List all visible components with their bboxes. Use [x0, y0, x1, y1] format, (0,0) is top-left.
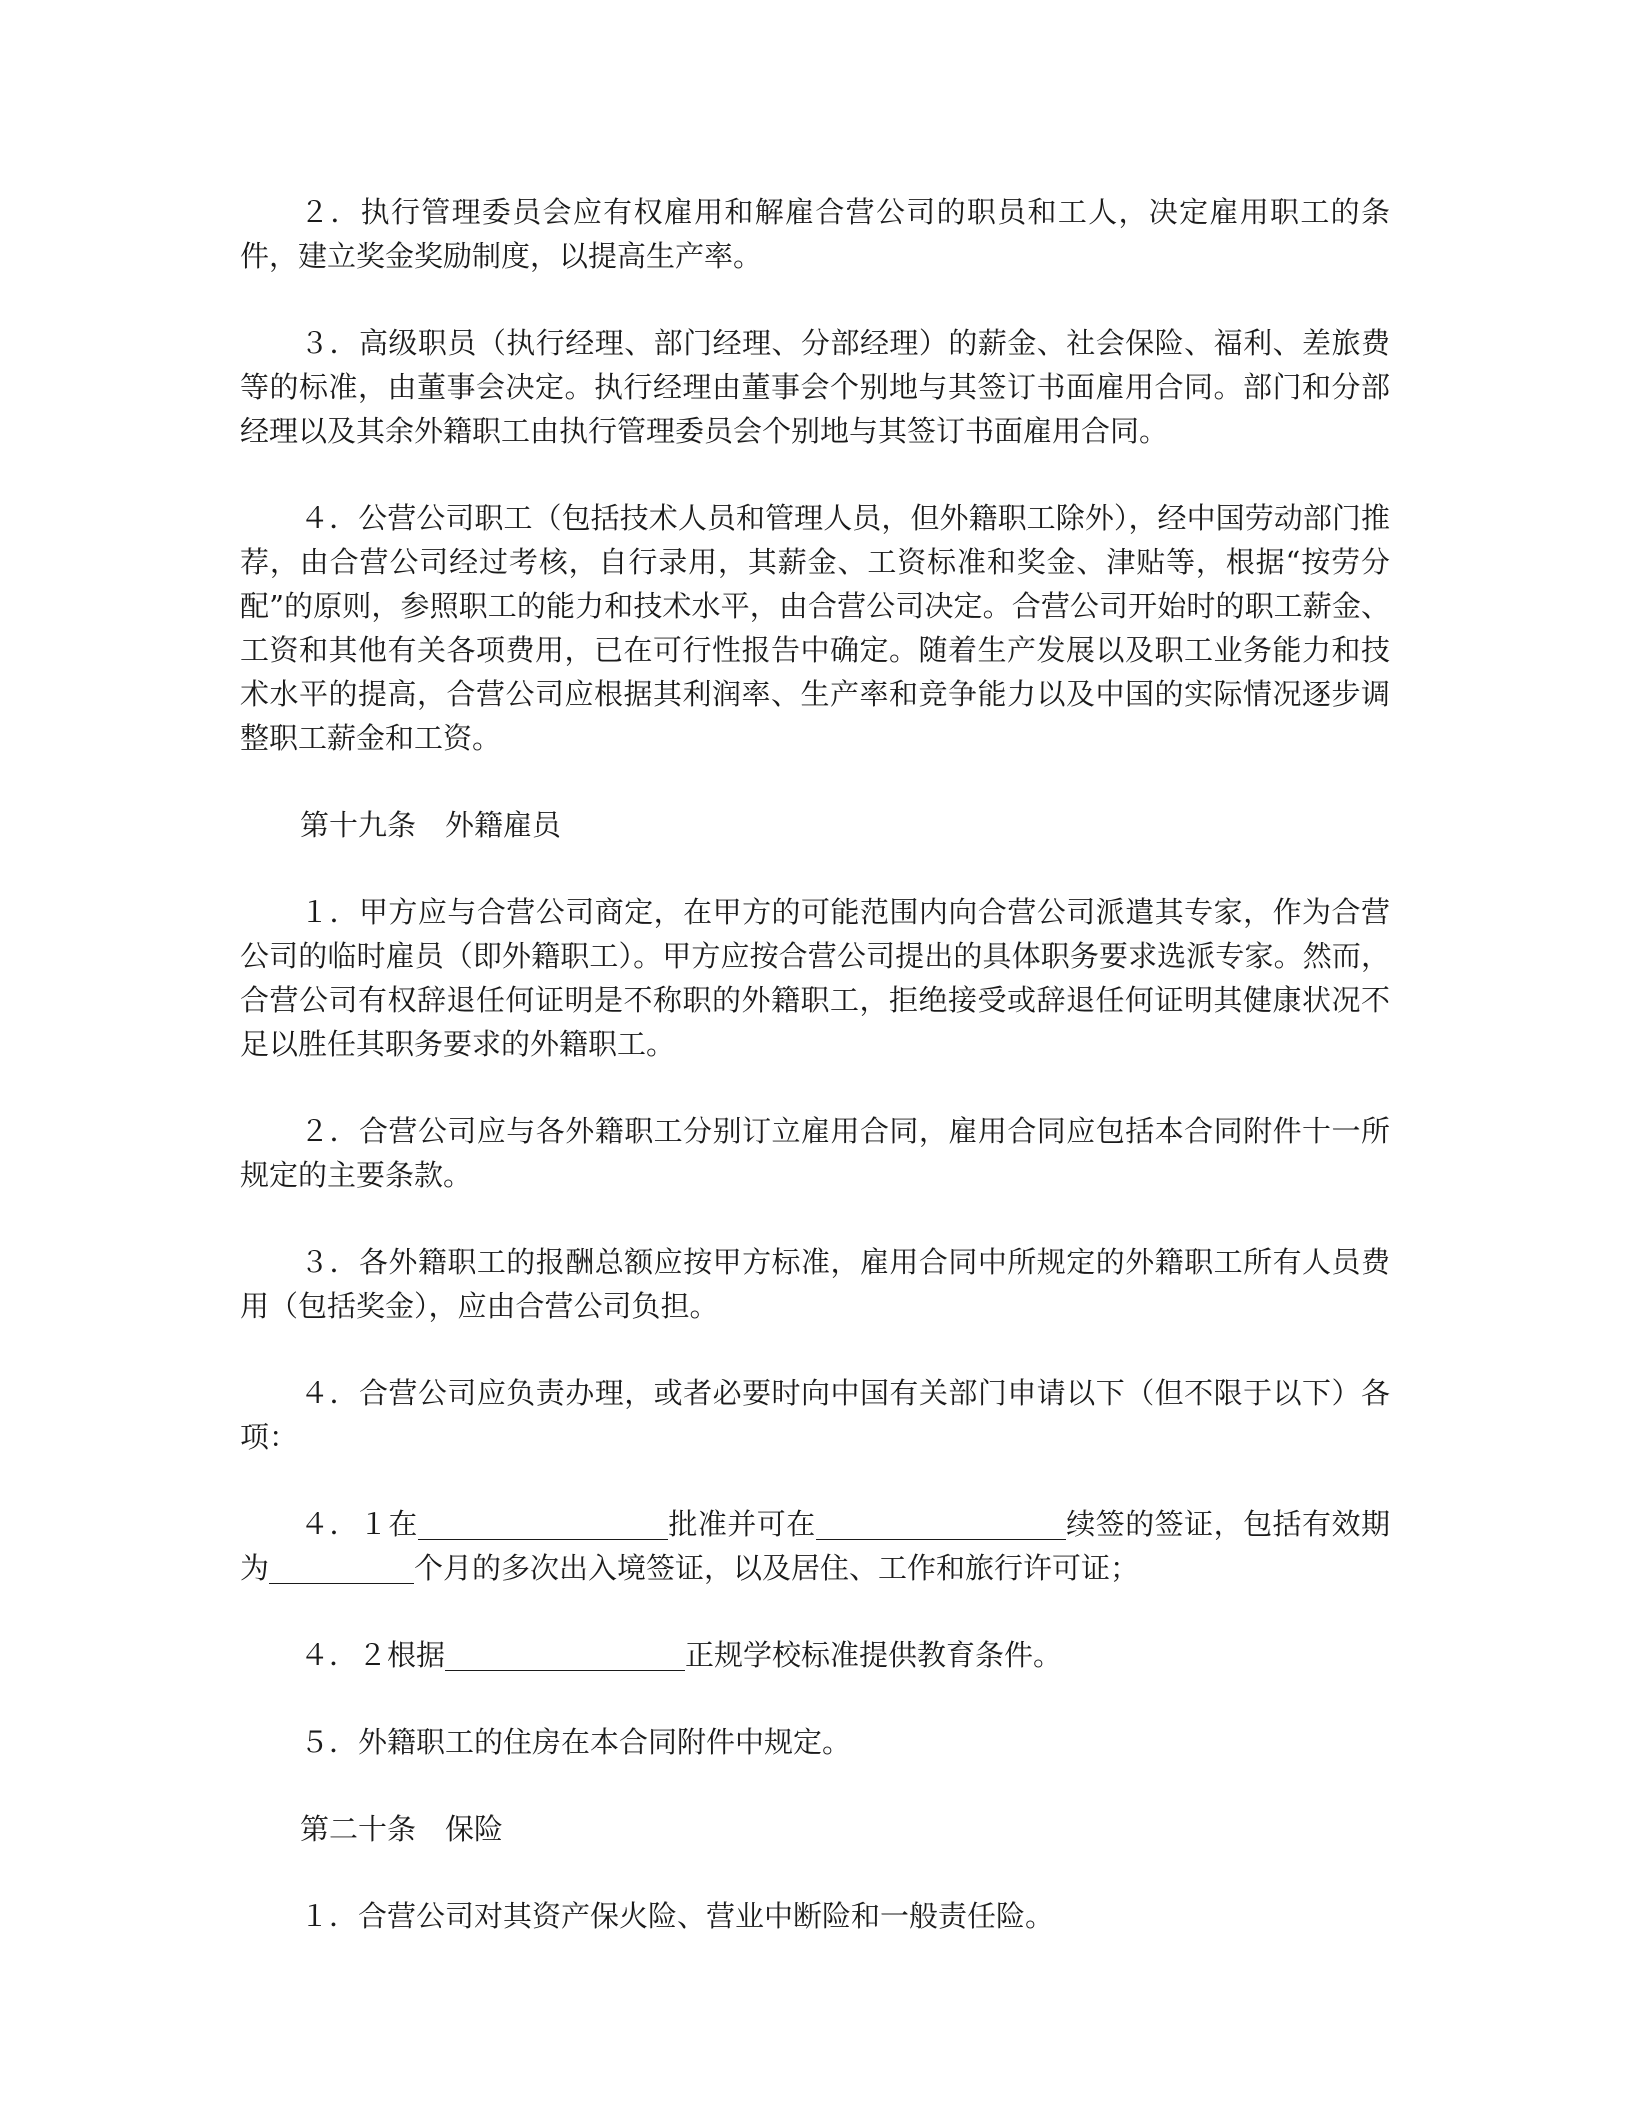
article-19-clause-4-2	[240, 1633, 1390, 1677]
paragraph-clause-4: ４．公营公司职工（包括技术人员和管理人员，但外籍职工除外），经中国劳动部门推荐，由合营公司经过考核，自行录用，其薪金、工资标准和奖金、津贴等，根据“按劳分配”的原则，参照职工的能力和技术水平，由合营公司决定。合营公司开始时的职工薪金、工资和其他有关各项费用，已在可行性报告中确定。随着生产发展以及职工业务能力和技术水平的提高，合营公司应根据其利润率、生产率和竞争能力以及中国的实际情况逐步调整职工薪金和工资。	[240, 501, 1390, 755]
fill-in-blank-approval-place[interactable]	[418, 1507, 668, 1540]
article-19-heading: 第十九条 外籍雇员	[300, 808, 562, 842]
document-page	[240, 190, 1390, 1981]
clause-4-1-text-a: ４．１在	[300, 1507, 418, 1541]
clause-4-2-text-a: ４．２根据	[300, 1638, 446, 1672]
article-19-clause-2: ２．合营公司应与各外籍职工分别订立雇用合同，雇用合同应包括本合同附件十一所规定的主要条款。	[240, 1114, 1390, 1192]
article-19-clause-3: ３．各外籍职工的报酬总额应按甲方标准，雇用合同中所规定的外籍职工所有人员费用（包括奖金），应由合营公司负担。	[240, 1245, 1390, 1323]
article-19-clause-4: ４．合营公司应负责办理，或者必要时向中国有关部门申请以下（但不限于以下）各项：	[240, 1376, 1390, 1454]
clause-4-1-text-b: 批准并可在	[667, 1507, 816, 1541]
paragraph-clause-2: ２．执行管理委员会应有权雇用和解雇合营公司的职员和工人，决定雇用职工的条件，建立奖金奖励制度，以提高生产率。	[240, 195, 1390, 273]
article-19-clause-4-1	[240, 1502, 1390, 1590]
clause-4-2-text-b: 正规学校标准提供教育条件。	[685, 1638, 1063, 1672]
paragraph-clause-3: ３．高级职员（执行经理、部门经理、分部经理）的薪金、社会保险、福利、差旅费等的标准，由董事会决定。执行经理由董事会个别地与其签订书面雇用合同。部门和分部经理以及其余外籍职工由执行管理委员会个别地与其签订书面雇用合同。	[240, 326, 1390, 448]
article-20-heading: 第二十条 保险	[300, 1812, 504, 1846]
fill-in-blank-validity-months[interactable]	[269, 1551, 414, 1584]
article-19-clause-1: １．甲方应与合营公司商定，在甲方的可能范围内向合营公司派遣其专家，作为合营公司的临时雇员（即外籍职工）。甲方应按合营公司提出的具体职务要求选派专家。然而，合营公司有权辞退任何证明是不称职的外籍职工，拒绝接受或辞退任何证明其健康状况不足以胜任其职务要求的外籍职工。	[240, 895, 1390, 1061]
clause-4-1-text-c: 续签的签证，包括有效期为	[240, 1507, 1390, 1585]
fill-in-blank-school-standard[interactable]	[445, 1638, 685, 1671]
article-20-clause-1: １．合营公司对其资产保火险、营业中断险和一般责任险。	[300, 1899, 1055, 1933]
clause-4-1-text-d: 个月的多次出入境签证，以及居住、工作和旅行许可证；	[414, 1551, 1140, 1585]
fill-in-blank-renewal-place[interactable]	[816, 1507, 1066, 1540]
article-19-clause-5: ５．外籍职工的住房在本合同附件中规定。	[300, 1725, 852, 1759]
